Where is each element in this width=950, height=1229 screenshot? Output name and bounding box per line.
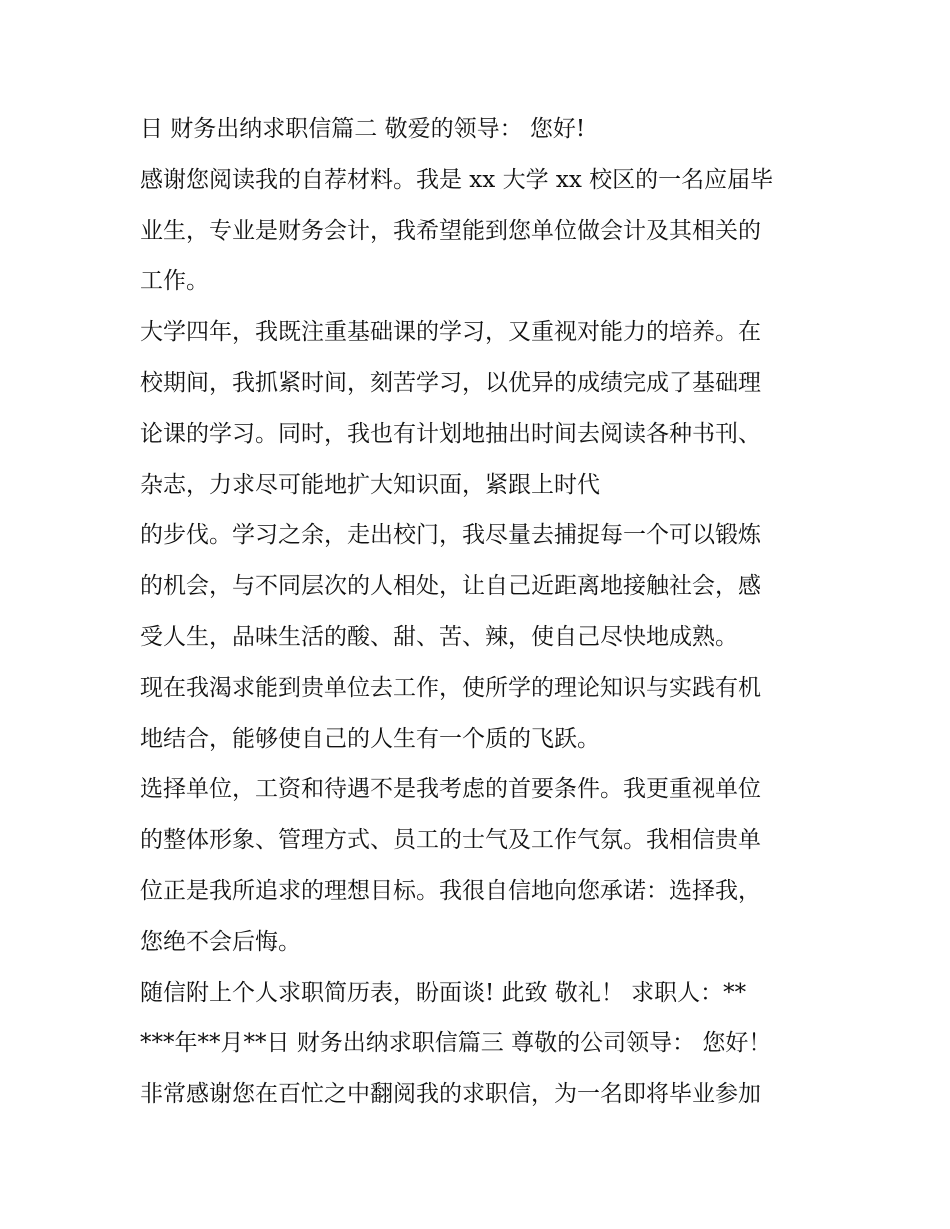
text-line: 非常感谢您在百忙之中翻阅我的求职信，为一名即将毕业参加 (140, 1081, 761, 1108)
text-line: 现在我渴求能到贵单位去工作，使所学的理论知识与实践有机 (140, 674, 761, 701)
text-line: 校期间，我抓紧时间，刻苦学习，以优异的成绩完成了基础理 (140, 369, 761, 396)
text-line: 感谢您阅读我的自荐材料。我是 xx 大学 xx 校区的一名应届毕 (140, 166, 774, 193)
text-line: 论课的学习。同时，我也有计划地抽出时间去阅读各种书刊、 (140, 420, 761, 447)
text-line: 的步伐。学习之余，走出校门，我尽量去捕捉每一个可以锻炼 (140, 522, 761, 549)
text-line: 日 财务出纳求职信篇二 敬爱的领导： 您好! (140, 116, 586, 142)
text-line: 工作。 (140, 268, 209, 295)
document-body (140, 104, 820, 1120)
text-line: 您绝不会后悔。 (140, 928, 301, 955)
text-line: ***年**月**日 财务出纳求职信篇三 尊敬的公司领导： 您好！ (140, 1030, 772, 1057)
text-line: 位正是我所追求的理想目标。我很自信地向您承诺：选择我， (140, 877, 761, 904)
text-line: 选择单位，工资和待遇不是我考虑的首要条件。我更重视单位 (140, 776, 761, 803)
text-line: 杂志，力求尽可能地扩大知识面，紧跟上时代 (140, 471, 600, 498)
text-line: 的机会，与不同层次的人相处，让自己近距离地接触社会，感 (140, 573, 761, 600)
text-line: 大学四年，我既注重基础课的学习，又重视对能力的培养。在 (140, 319, 761, 346)
text-line: 受人生，品味生活的酸、甜、苦、辣，使自己尽快地成熟。 (140, 623, 738, 650)
text-line: 业生，专业是财务会计，我希望能到您单位做会计及其相关的 (140, 217, 761, 244)
text-line: 随信附上个人求职简历表，盼面谈! 此致 敬礼！ 求职人：** (140, 979, 747, 1006)
text-line: 的整体形象、管理方式、员工的士气及工作气氛。我相信贵单 (140, 827, 761, 854)
text-line: 地结合，能够使自己的人生有一个质的飞跃。 (140, 725, 600, 752)
